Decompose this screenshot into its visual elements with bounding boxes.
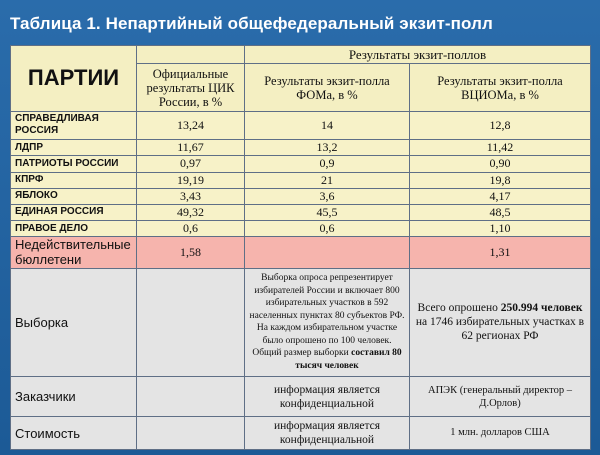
- table-row: [11, 111, 591, 139]
- official-value: 0,6: [137, 221, 245, 237]
- invalid-vciom-value: 1,31: [410, 237, 591, 268]
- official-value: 3,43: [137, 188, 245, 204]
- party-name: ЕДИНАЯ РОССИЯ: [11, 204, 137, 220]
- sample-vciom-bold: 250.994 человек: [500, 302, 583, 315]
- cost-row: [11, 417, 591, 450]
- fom-results-header: Результаты экзит-полла ФОМа, в %: [245, 64, 410, 112]
- blank-header-cell: [137, 46, 245, 64]
- table-row: [11, 140, 591, 156]
- clients-official-cell: [137, 376, 245, 417]
- cost-label: Стоимость: [11, 417, 137, 450]
- exit-poll-group-header: Результаты экзит-поллов: [245, 46, 591, 64]
- fom-value: 14: [245, 111, 410, 139]
- fom-value: 0,6: [245, 221, 410, 237]
- vciom-value: 12,8: [410, 111, 591, 139]
- party-name: ПАТРИОТЫ РОССИИ: [11, 156, 137, 172]
- table-row: [11, 221, 591, 237]
- sample-vciom-pre: Всего опрошено: [417, 302, 498, 315]
- cost-fom-value: информация является конфиденциальной: [245, 417, 410, 450]
- official-value: 49,32: [137, 204, 245, 220]
- clients-label: Заказчики: [11, 376, 137, 417]
- vciom-value: 4,17: [410, 188, 591, 204]
- vciom-value: 11,42: [410, 140, 591, 156]
- vciom-value: 0,90: [410, 156, 591, 172]
- fom-value: 13,2: [245, 140, 410, 156]
- sample-label: Выборка: [11, 268, 137, 376]
- sample-vciom-cell: [410, 268, 591, 376]
- official-value: 11,67: [137, 140, 245, 156]
- party-name: КПРФ: [11, 172, 137, 188]
- clients-row: [11, 376, 591, 417]
- table-row: [11, 204, 591, 220]
- table-title: Таблица 1. Непартийный общефедеральный экзит-полл: [10, 14, 493, 33]
- fom-value: 45,5: [245, 204, 410, 220]
- official-value: 19,19: [137, 172, 245, 188]
- sample-fom-cell: [245, 268, 410, 376]
- invalid-fom-value: [245, 237, 410, 268]
- official-value: 13,24: [137, 111, 245, 139]
- sample-official-cell: [137, 268, 245, 376]
- invalid-ballots-label: Недействительные бюллетени: [11, 237, 137, 268]
- official-results-header: Официальные результаты ЦИК России, в %: [137, 64, 245, 112]
- clients-vciom-value: АПЭК (генеральный директор – Д.Орлов): [410, 376, 591, 417]
- sample-fom-text: Выборка опроса репрезентирует избирателей России и включает 800 избирательных участков в 592 населенных пунктах 80 субъектов РФ. На каждом избирательном участке было опрошено по 100 человек. Общий размер выборки: [249, 272, 405, 359]
- fom-value: 21: [245, 172, 410, 188]
- sample-vciom-post: на 1746 избирательных участках в 62 регионах РФ: [415, 316, 585, 343]
- fom-value: 0,9: [245, 156, 410, 172]
- table-row: [11, 188, 591, 204]
- vciom-value: 1,10: [410, 221, 591, 237]
- vciom-value: 19,8: [410, 172, 591, 188]
- vciom-results-header: Результаты экзит-полла ВЦИОМа, в %: [410, 64, 591, 112]
- parties-header: ПАРТИИ: [11, 46, 137, 112]
- invalid-official-value: 1,58: [137, 237, 245, 268]
- results-table-wrap: [10, 45, 590, 450]
- invalid-ballots-row: [11, 237, 591, 268]
- table-row: [11, 172, 591, 188]
- sample-row: [11, 268, 591, 376]
- cost-vciom-value: 1 млн. долларов США: [410, 417, 591, 450]
- vciom-value: 48,5: [410, 204, 591, 220]
- party-name: ЛДПР: [11, 140, 137, 156]
- clients-fom-value: информация является конфиденциальной: [245, 376, 410, 417]
- sample-fom-bold: составил 80 тысяч человек: [295, 348, 402, 372]
- official-value: 0,97: [137, 156, 245, 172]
- results-table: [10, 45, 591, 450]
- cost-official-cell: [137, 417, 245, 450]
- party-name: ЯБЛОКО: [11, 188, 137, 204]
- party-name: ПРАВОЕ ДЕЛО: [11, 221, 137, 237]
- table-row: [11, 156, 591, 172]
- party-name: СПРАВЕДЛИВАЯ РОССИЯ: [11, 111, 137, 139]
- fom-value: 3,6: [245, 188, 410, 204]
